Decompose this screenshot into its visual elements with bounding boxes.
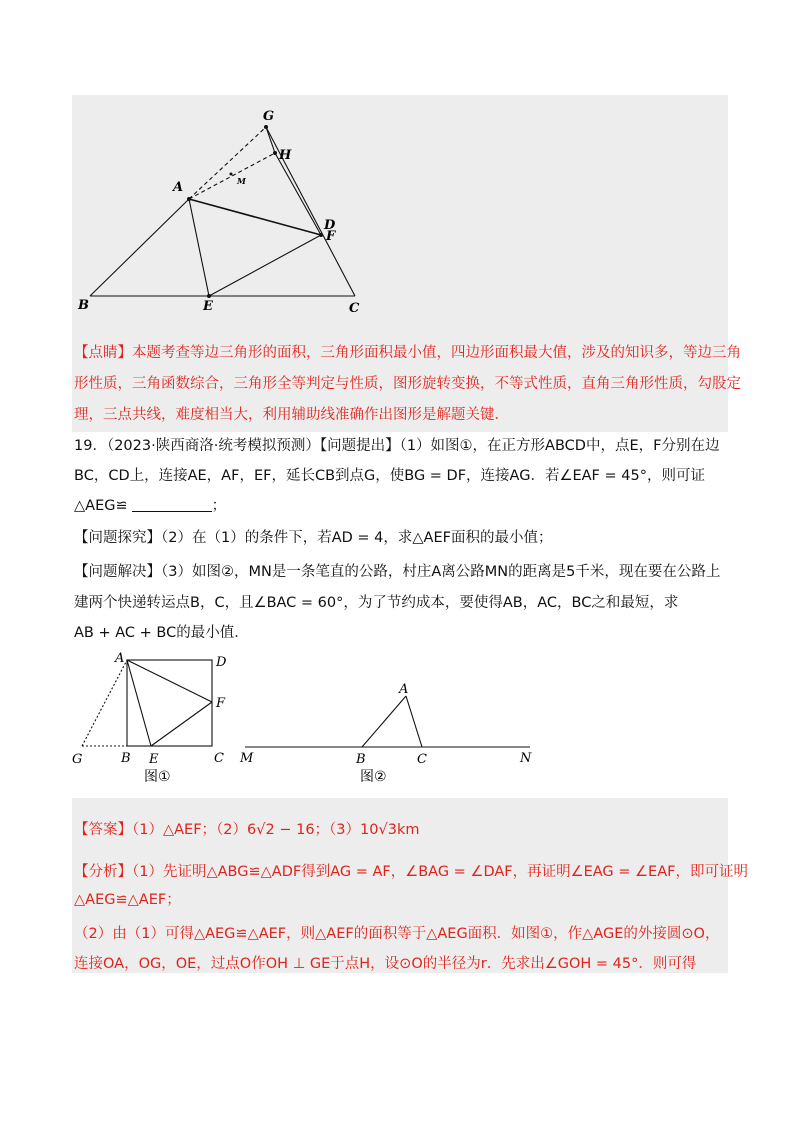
fig1-label-B: B [121, 751, 131, 766]
question-line-3 [74, 496, 226, 516]
label-G: G [263, 109, 275, 124]
figure-triangle-rotation [72, 95, 728, 335]
comment-line-3: 理，三点共线，难度相当大，利用辅助线准确作出图形是解题关键． [74, 407, 509, 423]
question-line-3-text: △AEG≌ [74, 498, 128, 514]
question-line-5: 【问题解决】（3）如图②，MN是一条笔直的公路，村庄A离公路MN的距离是5千米，现在要在公路上 [74, 564, 721, 580]
fig1-label-G: G [72, 752, 83, 767]
answer-line [74, 820, 419, 840]
answer-part-3: （3）10√3km [329, 822, 420, 838]
label-E: E [203, 299, 213, 314]
question-line-3-end: ； [211, 498, 227, 514]
question-line-7: AB + AC + BC的最小值． [74, 625, 249, 641]
fig1-label-F: F [216, 696, 226, 711]
comment-line-2: 形性质，三角函数综合，三角形全等判定与性质，图形旋转变换，不等式性质，直角三角形性质，勾股定 [74, 376, 741, 392]
question-line-1: 19．（2023·陕西商洛·统考模拟预测）【问题提出】（1）如图①，在正方形ABCD中，点E，F分别在边 [74, 438, 720, 454]
label-M: M [237, 176, 246, 186]
question-line-2: BC，CD上，连接AE，AF，EF，延长CB到点G，使BG = DF，连接AG．若∠EAF = 45°，则可证 [74, 468, 705, 484]
fig1-label-D: D [216, 655, 227, 670]
figure-1-square [82, 660, 212, 746]
fig2-label-A: A [399, 682, 409, 697]
segment-AF [189, 199, 321, 235]
analysis-line-4: 连接OA，OG，OE，过点O作OH ⊥ GE于点H，设⊙O的半径为r．先求出∠GOH = 45°．则可得 [74, 956, 697, 972]
segment-BA [90, 199, 189, 296]
analysis-line-3: （2）由（1）可得△AEG≌△AEF，则△AEF的面积等于△AEG面积．如图①，作△AGE的外接圆⊙O， [74, 926, 720, 942]
label-A: A [173, 180, 184, 195]
figures-1-2 [60, 645, 550, 790]
segment-GH [266, 127, 275, 153]
answer-blank [132, 499, 212, 512]
answer-part-2: （2）6√2 − 16； [216, 822, 330, 838]
label-D: D [324, 218, 336, 233]
segment-EF [209, 235, 321, 296]
figure-2-road [245, 696, 530, 747]
label-B: B [78, 298, 89, 313]
segment-AE [189, 199, 209, 296]
segment-AH-dashed [189, 153, 275, 199]
fig2-label-C: C [417, 752, 427, 767]
fig2-label-B: B [356, 752, 366, 767]
question-line-4: 【问题探究】（2）在（1）的条件下，若AD = 4，求△AEF面积的最小值； [74, 530, 553, 546]
label-C: C [349, 301, 360, 316]
label-F: F [326, 229, 336, 244]
analysis-line-2: △AEG≌△AEF； [74, 892, 181, 908]
fig2-caption: 图② [360, 769, 387, 785]
fig2-label-M: M [240, 751, 254, 766]
segment-AG-dashed [189, 127, 266, 199]
analysis-line-1: 【分析】（1）先证明△ABG≌△ADF得到AG = AF，∠BAG = ∠DAF，再证明∠EAG = ∠EAF，即可证明 [74, 864, 748, 880]
fig1-caption: 图① [144, 769, 171, 785]
question-line-6: 建两个快递转运点B，C，且∠BAC = 60°，为了节约成本，要使得AB，AC，BC之和最短，求 [74, 595, 679, 611]
answer-part-1: （1）△AEF； [132, 822, 217, 838]
fig1-label-E: E [149, 752, 159, 767]
answer-prefix: 【答案】 [74, 822, 132, 838]
comment-line-1: 【点睛】本题考查等边三角形的面积，三角形面积最小值，四边形面积最大值，涉及的知识多，等边三角 [74, 345, 741, 361]
fig1-label-A: A [115, 651, 125, 666]
label-H: H [279, 148, 292, 163]
segment-HF [275, 153, 321, 235]
fig2-label-N: N [520, 751, 532, 766]
fig1-label-C: C [214, 751, 224, 766]
